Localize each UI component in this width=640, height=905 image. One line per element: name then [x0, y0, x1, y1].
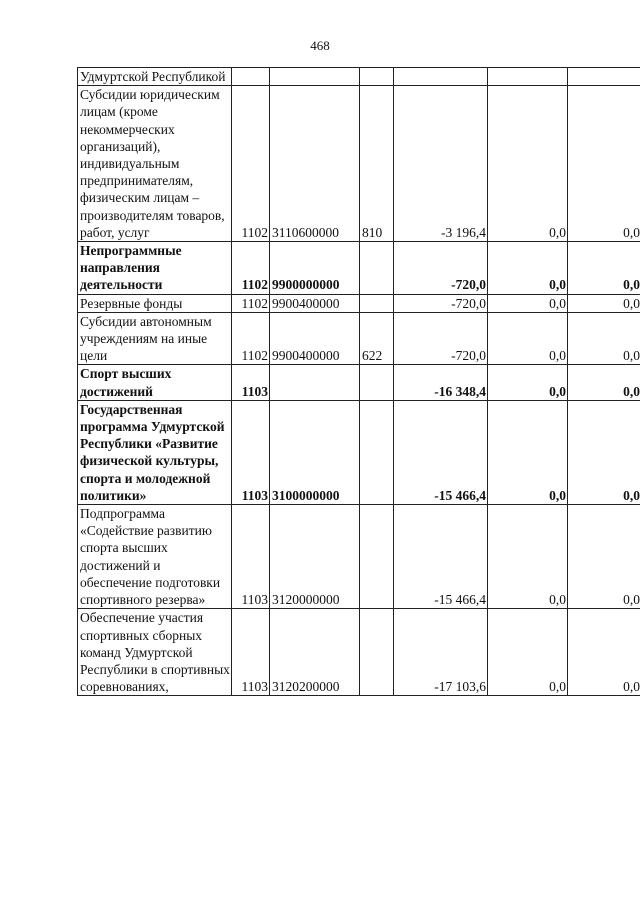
- table-row: [78, 312, 640, 365]
- row-name: Удмуртской Республикой: [80, 69, 226, 84]
- amount-year2-cell: 0,0: [488, 505, 568, 609]
- expense-type-cell: [360, 68, 394, 86]
- amount-year2-cell: 0,0: [488, 86, 568, 242]
- row-name: Субсидии юридическим лицам (кроме некоммерческих организаций), индивидуальным предпринимателям, физическим лицам – производителям товаров, работ, услуг: [80, 87, 225, 240]
- target-article-cell: 9900400000: [270, 312, 360, 365]
- target-article-cell: 3120000000: [270, 505, 360, 609]
- expense-type-cell: [360, 242, 394, 295]
- budget-table: [77, 67, 640, 696]
- amount-year3-cell: 0,0: [568, 400, 640, 504]
- amount-cell: -17 103,6: [394, 609, 488, 696]
- amount-cell: -720,0: [394, 312, 488, 365]
- target-article-cell: 3100000000: [270, 400, 360, 504]
- expense-type-cell: [360, 609, 394, 696]
- section-code-cell: 1102: [232, 86, 270, 242]
- amount-year3-cell: 0,0: [568, 312, 640, 365]
- amount-year3-cell: 0,0: [568, 505, 640, 609]
- table-row: [78, 365, 640, 400]
- table-row: [78, 294, 640, 312]
- row-name-cell: [78, 609, 232, 696]
- page-number: 468: [310, 38, 330, 53]
- row-name-cell: [78, 86, 232, 242]
- amount-year2-cell: 0,0: [488, 609, 568, 696]
- target-article-cell: 9900400000: [270, 294, 360, 312]
- expense-type-cell: 810: [360, 86, 394, 242]
- amount-cell: -3 196,4: [394, 86, 488, 242]
- amount-year2-cell: 0,0: [488, 365, 568, 400]
- row-name-cell: [78, 400, 232, 504]
- section-code-cell: 1103: [232, 365, 270, 400]
- amount-year3-cell: 0,0: [568, 242, 640, 295]
- row-name-cell: [78, 365, 232, 400]
- table-row: [78, 505, 640, 609]
- target-article-cell: 3120200000: [270, 609, 360, 696]
- row-name: Спорт высших достижений: [80, 366, 172, 399]
- expense-type-cell: [360, 365, 394, 400]
- table-row: [78, 242, 640, 295]
- section-code-cell: 1102: [232, 294, 270, 312]
- amount-cell: -15 466,4: [394, 400, 488, 504]
- row-name: Обеспечение участия спортивных сборных команд Удмуртской Республики в спортивных соревнованиях,: [80, 610, 230, 695]
- target-article-cell: 9900000000: [270, 242, 360, 295]
- table-row: [78, 68, 640, 86]
- target-article-cell: [270, 365, 360, 400]
- expense-type-cell: 622: [360, 312, 394, 365]
- row-name: Государственная программа Удмуртской Республики «Развитие физической культуры, спорта и молодежной политики»: [80, 401, 225, 503]
- amount-year3-cell: 0,0: [568, 365, 640, 400]
- row-name: Субсидии автономным учреждениям на иные цели: [80, 313, 212, 364]
- table-row: [78, 400, 640, 504]
- row-name-cell: [78, 505, 232, 609]
- amount-year2-cell: 0,0: [488, 400, 568, 504]
- target-article-cell: 3110600000: [270, 86, 360, 242]
- amount-cell: [394, 68, 488, 86]
- row-name-cell: [78, 242, 232, 295]
- expense-type-cell: [360, 294, 394, 312]
- row-name-cell: [78, 294, 232, 312]
- expense-type-cell: [360, 505, 394, 609]
- row-name-cell: [78, 312, 232, 365]
- target-article-cell: [270, 68, 360, 86]
- amount-year3-cell: 0,0: [568, 609, 640, 696]
- section-code-cell: 1102: [232, 242, 270, 295]
- amount-year3-cell: [568, 68, 640, 86]
- section-code-cell: [232, 68, 270, 86]
- amount-cell: -720,0: [394, 294, 488, 312]
- expense-type-cell: [360, 400, 394, 504]
- row-name: Непрограммные направления деятельности: [80, 243, 182, 293]
- section-code-cell: 1103: [232, 400, 270, 504]
- amount-cell: -16 348,4: [394, 365, 488, 400]
- table-row: [78, 86, 640, 242]
- section-code-cell: 1103: [232, 505, 270, 609]
- amount-year3-cell: 0,0: [568, 294, 640, 312]
- amount-year2-cell: 0,0: [488, 294, 568, 312]
- amount-cell: -720,0: [394, 242, 488, 295]
- section-code-cell: 1103: [232, 609, 270, 696]
- row-name: Резервные фонды: [80, 295, 183, 311]
- section-code-cell: 1102: [232, 312, 270, 365]
- amount-year3-cell: 0,0: [568, 86, 640, 242]
- amount-year2-cell: [488, 68, 568, 86]
- table-row: [78, 609, 640, 696]
- row-name-cell: [78, 68, 232, 86]
- amount-cell: -15 466,4: [394, 505, 488, 609]
- amount-year2-cell: 0,0: [488, 242, 568, 295]
- row-name: Подпрограмма «Содействие развитию спорта высших достижений и обеспечение подготовки спортивного резерва»: [80, 506, 221, 608]
- amount-year2-cell: 0,0: [488, 312, 568, 365]
